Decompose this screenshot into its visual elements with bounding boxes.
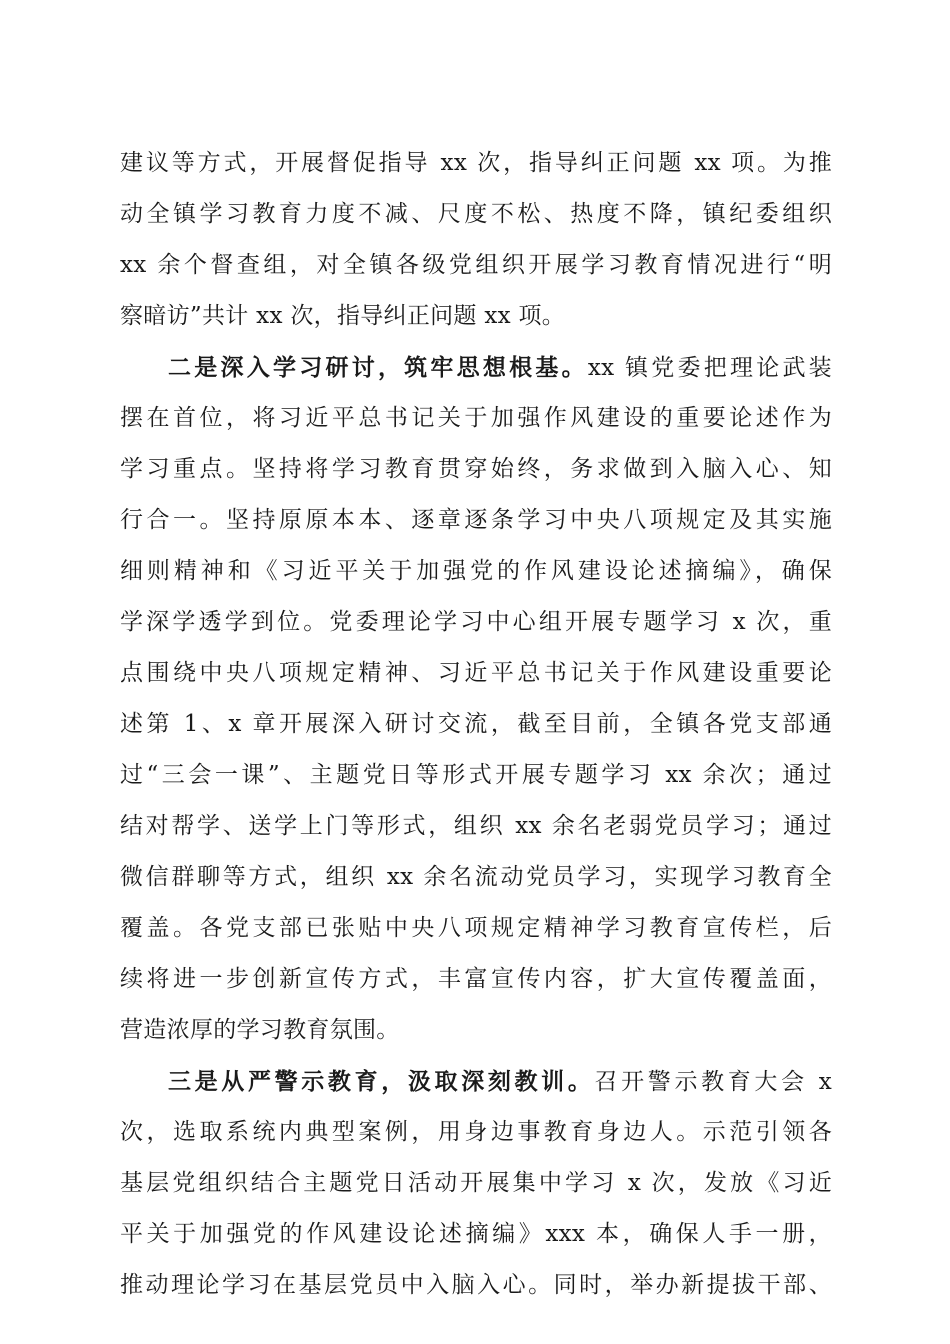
- paragraph-lead-heading: 二是深入学习研讨，筑牢思想根基。: [168, 354, 588, 381]
- text-line: 学习重点。坚持将学习教育贯穿始终，务求做到入脑入心、知: [120, 456, 832, 482]
- paragraph-1: [120, 138, 832, 342]
- paragraph-first-line: [120, 1056, 832, 1107]
- text-line: xx 余个督查组，对全镇各级党组织开展学习教育情况进行“明: [120, 252, 832, 278]
- text-line: 覆盖。各党支部已张贴中央八项规定精神学习教育宣传栏，后: [120, 915, 832, 941]
- text-line: 次，选取系统内典型案例，用身边事教育身边人。示范引领各: [120, 1119, 832, 1145]
- text-line: 行合一。坚持原原本本、逐章逐条学习中央八项规定及其实施: [120, 507, 832, 533]
- text-line: 动全镇学习教育力度不减、尺度不松、热度不降，镇纪委组织: [120, 201, 832, 227]
- text-line: 微信群聊等方式，组织 xx 余名流动党员学习，实现学习教育全: [120, 864, 832, 890]
- text-line: 平关于加强党的作风建设论述摘编》xxx 本，确保人手一册，: [120, 1221, 832, 1247]
- document-body: [120, 138, 832, 1311]
- text-line: 过“三会一课”、主题党日等形式开展专题学习 xx 余次；通过: [120, 762, 832, 788]
- paragraph-first-line: [120, 342, 832, 393]
- paragraph-first-line-text: xx 镇党委把理论武装: [587, 355, 832, 381]
- text-line: 基层党组织结合主题党日活动开展集中学习 x 次，发放《习近: [120, 1170, 832, 1196]
- paragraph-first-line-text: 召开警示教育大会 x: [594, 1069, 832, 1095]
- text-line: 续将进一步创新宣传方式，丰富宣传内容，扩大宣传覆盖面，: [120, 966, 832, 992]
- paragraph-lead-heading: 三是从严警示教育，汲取深刻教训。: [168, 1068, 595, 1095]
- text-line: 建议等方式，开展督促指导 xx 次，指导纠正问题 xx 项。为推: [120, 150, 832, 176]
- text-line: 营造浓厚的学习教育氛围。: [120, 1017, 400, 1043]
- paragraph-3: [120, 1056, 832, 1311]
- text-line: 细则精神和《习近平关于加强党的作风建设论述摘编》，确保: [120, 558, 832, 584]
- text-line: 摆在首位，将习近平总书记关于加强作风建设的重要论述作为: [120, 405, 832, 431]
- text-line: 述第 1、x 章开展深入研讨交流，截至目前，全镇各党支部通: [120, 711, 832, 737]
- text-line: 点围绕中央八项规定精神、习近平总书记关于作风建设重要论: [120, 660, 832, 686]
- text-line: 结对帮学、送学上门等形式，组织 xx 余名老弱党员学习；通过: [120, 813, 832, 839]
- text-line: 学深学透学到位。党委理论学习中心组开展专题学习 x 次，重: [120, 609, 832, 635]
- text-line: 推动理论学习在基层党员中入脑入心。同时，举办新提拔干部、: [120, 1272, 832, 1298]
- paragraph-2: [120, 342, 832, 1056]
- text-line: 察暗访”共计 xx 次，指导纠正问题 xx 项。: [120, 303, 566, 329]
